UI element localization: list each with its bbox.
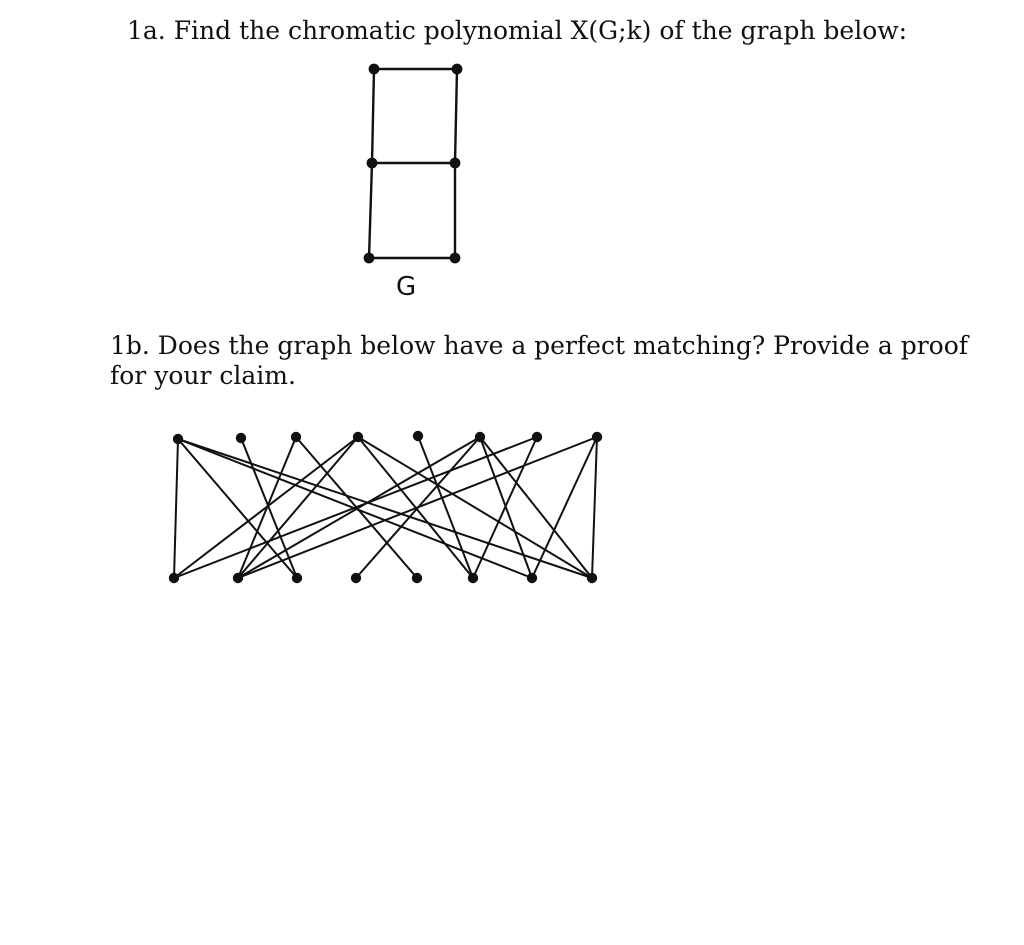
bipartite-bottom-vertex (293, 574, 301, 582)
bipartite-edge (480, 437, 592, 578)
graph-g-vertex (368, 159, 376, 167)
bipartite-edge (174, 437, 358, 578)
graph-g (365, 65, 461, 262)
graph-g-edge (369, 163, 372, 258)
bipartite-bottom-vertex (352, 574, 360, 582)
graph-g-vertex (370, 65, 378, 73)
bipartite-top-vertex (354, 433, 362, 441)
bipartite-bottom-vertex (469, 574, 477, 582)
bipartite-top-vertex (237, 434, 245, 442)
bipartite-edge (238, 437, 358, 578)
bipartite-bottom-vertex (413, 574, 421, 582)
bipartite-edge (174, 439, 178, 578)
graph-g-edge (372, 69, 374, 163)
bipartite-edge (592, 437, 597, 578)
graph-g-vertex (451, 254, 459, 262)
graph-g-vertex (365, 254, 373, 262)
question-1a-text: 1a. Find the chromatic polynomial X(G;k) of the graph below: (127, 16, 908, 45)
graph-g-label: G (396, 272, 417, 302)
bipartite-bottom-vertex (170, 574, 178, 582)
bipartite-graph (170, 432, 601, 582)
bipartite-edge (178, 439, 592, 578)
bipartite-top-vertex (174, 435, 182, 443)
bipartite-bottom-vertex (588, 574, 596, 582)
bipartite-top-vertex (414, 432, 422, 440)
bipartite-edge (241, 438, 297, 578)
bipartite-edge (238, 437, 597, 578)
bipartite-top-vertex (593, 433, 601, 441)
bipartite-bottom-vertex (234, 574, 242, 582)
graph-g-vertex (451, 159, 459, 167)
bipartite-top-vertex (292, 433, 300, 441)
bipartite-top-vertex (476, 433, 484, 441)
bipartite-top-vertex (533, 433, 541, 441)
graph-g-vertex (453, 65, 461, 73)
bipartite-edge (358, 437, 592, 578)
bipartite-bottom-vertex (528, 574, 536, 582)
graph-g-edge (455, 69, 457, 163)
question-1b-text: 1b. Does the graph below have a perfect matching? Provide a proof for your claim. (110, 331, 969, 390)
bipartite-edge (238, 437, 480, 578)
